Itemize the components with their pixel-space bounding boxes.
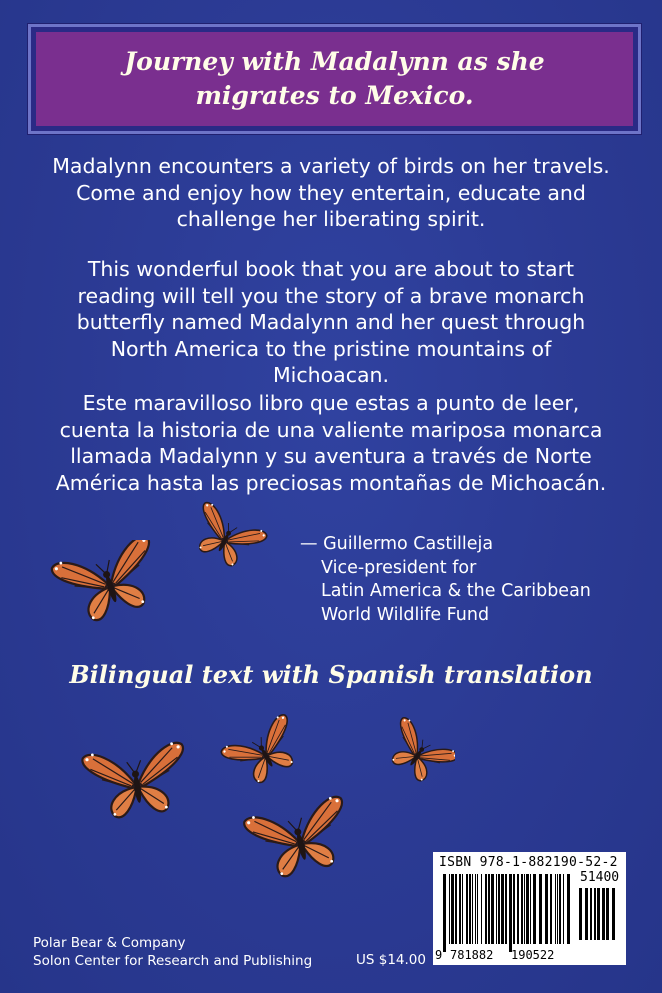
monarch-butterfly-icon (180, 495, 270, 585)
bilingual-note: Bilingual text with Spanish translation (69, 660, 593, 689)
monarch-butterfly-icon (238, 795, 363, 890)
barcode-digits-left: 781882 (450, 948, 494, 962)
barcode-price-code: 51400 (580, 870, 620, 885)
title-banner (31, 27, 638, 131)
attribution-title: Vice-president for (321, 557, 477, 578)
monarch-butterfly-icon (218, 710, 313, 800)
barcode-digits-right: 190522 (511, 948, 555, 962)
barcode-digit-first: 9 (435, 948, 443, 962)
monarch-butterfly-icon (72, 735, 202, 835)
monarch-butterfly-icon (380, 708, 455, 803)
publisher-name: Polar Bear & Company (33, 935, 186, 951)
attribution-region: Latin America & the Caribbean (321, 581, 591, 601)
attribution-name: — Guillermo Castilleja (300, 534, 494, 554)
description-paragraph-spanish: Este maravilloso libro que estas a punto de leer, cuenta la historia de una valiente mariposa monarca llamada Madalynn y su aventura a través de Norte América hasta las preciosas montañas de Michoacán. (55, 391, 607, 495)
attribution (300, 533, 620, 627)
monarch-butterfly-icon (50, 540, 170, 630)
price-label: US $14.00 (356, 952, 426, 968)
description-paragraph-2: This wonderful book that you are about to start reading will tell you the story of a brave monarch butterfly named Madalynn and her quest through North America to the pristine mountains of Michoacan. (76, 257, 586, 387)
barcode-icon (443, 874, 573, 952)
barcode-addon-icon (579, 888, 621, 958)
banner-title: Journey with Madalynn as she migrates to Mexico. (124, 47, 545, 110)
publisher-center: Solon Center for Research and Publishing (33, 953, 313, 969)
attribution-org: World Wildlife Fund (321, 604, 490, 625)
description-paragraph-1: Madalynn encounters a variety of birds on her travels. Come and enjoy how they entertain, educate and challenge her liberating spirit. (52, 154, 610, 231)
publisher-info (33, 934, 312, 970)
isbn-number: ISBN 978-1-882190-52-2 (439, 855, 618, 870)
isbn-barcode (433, 852, 626, 965)
